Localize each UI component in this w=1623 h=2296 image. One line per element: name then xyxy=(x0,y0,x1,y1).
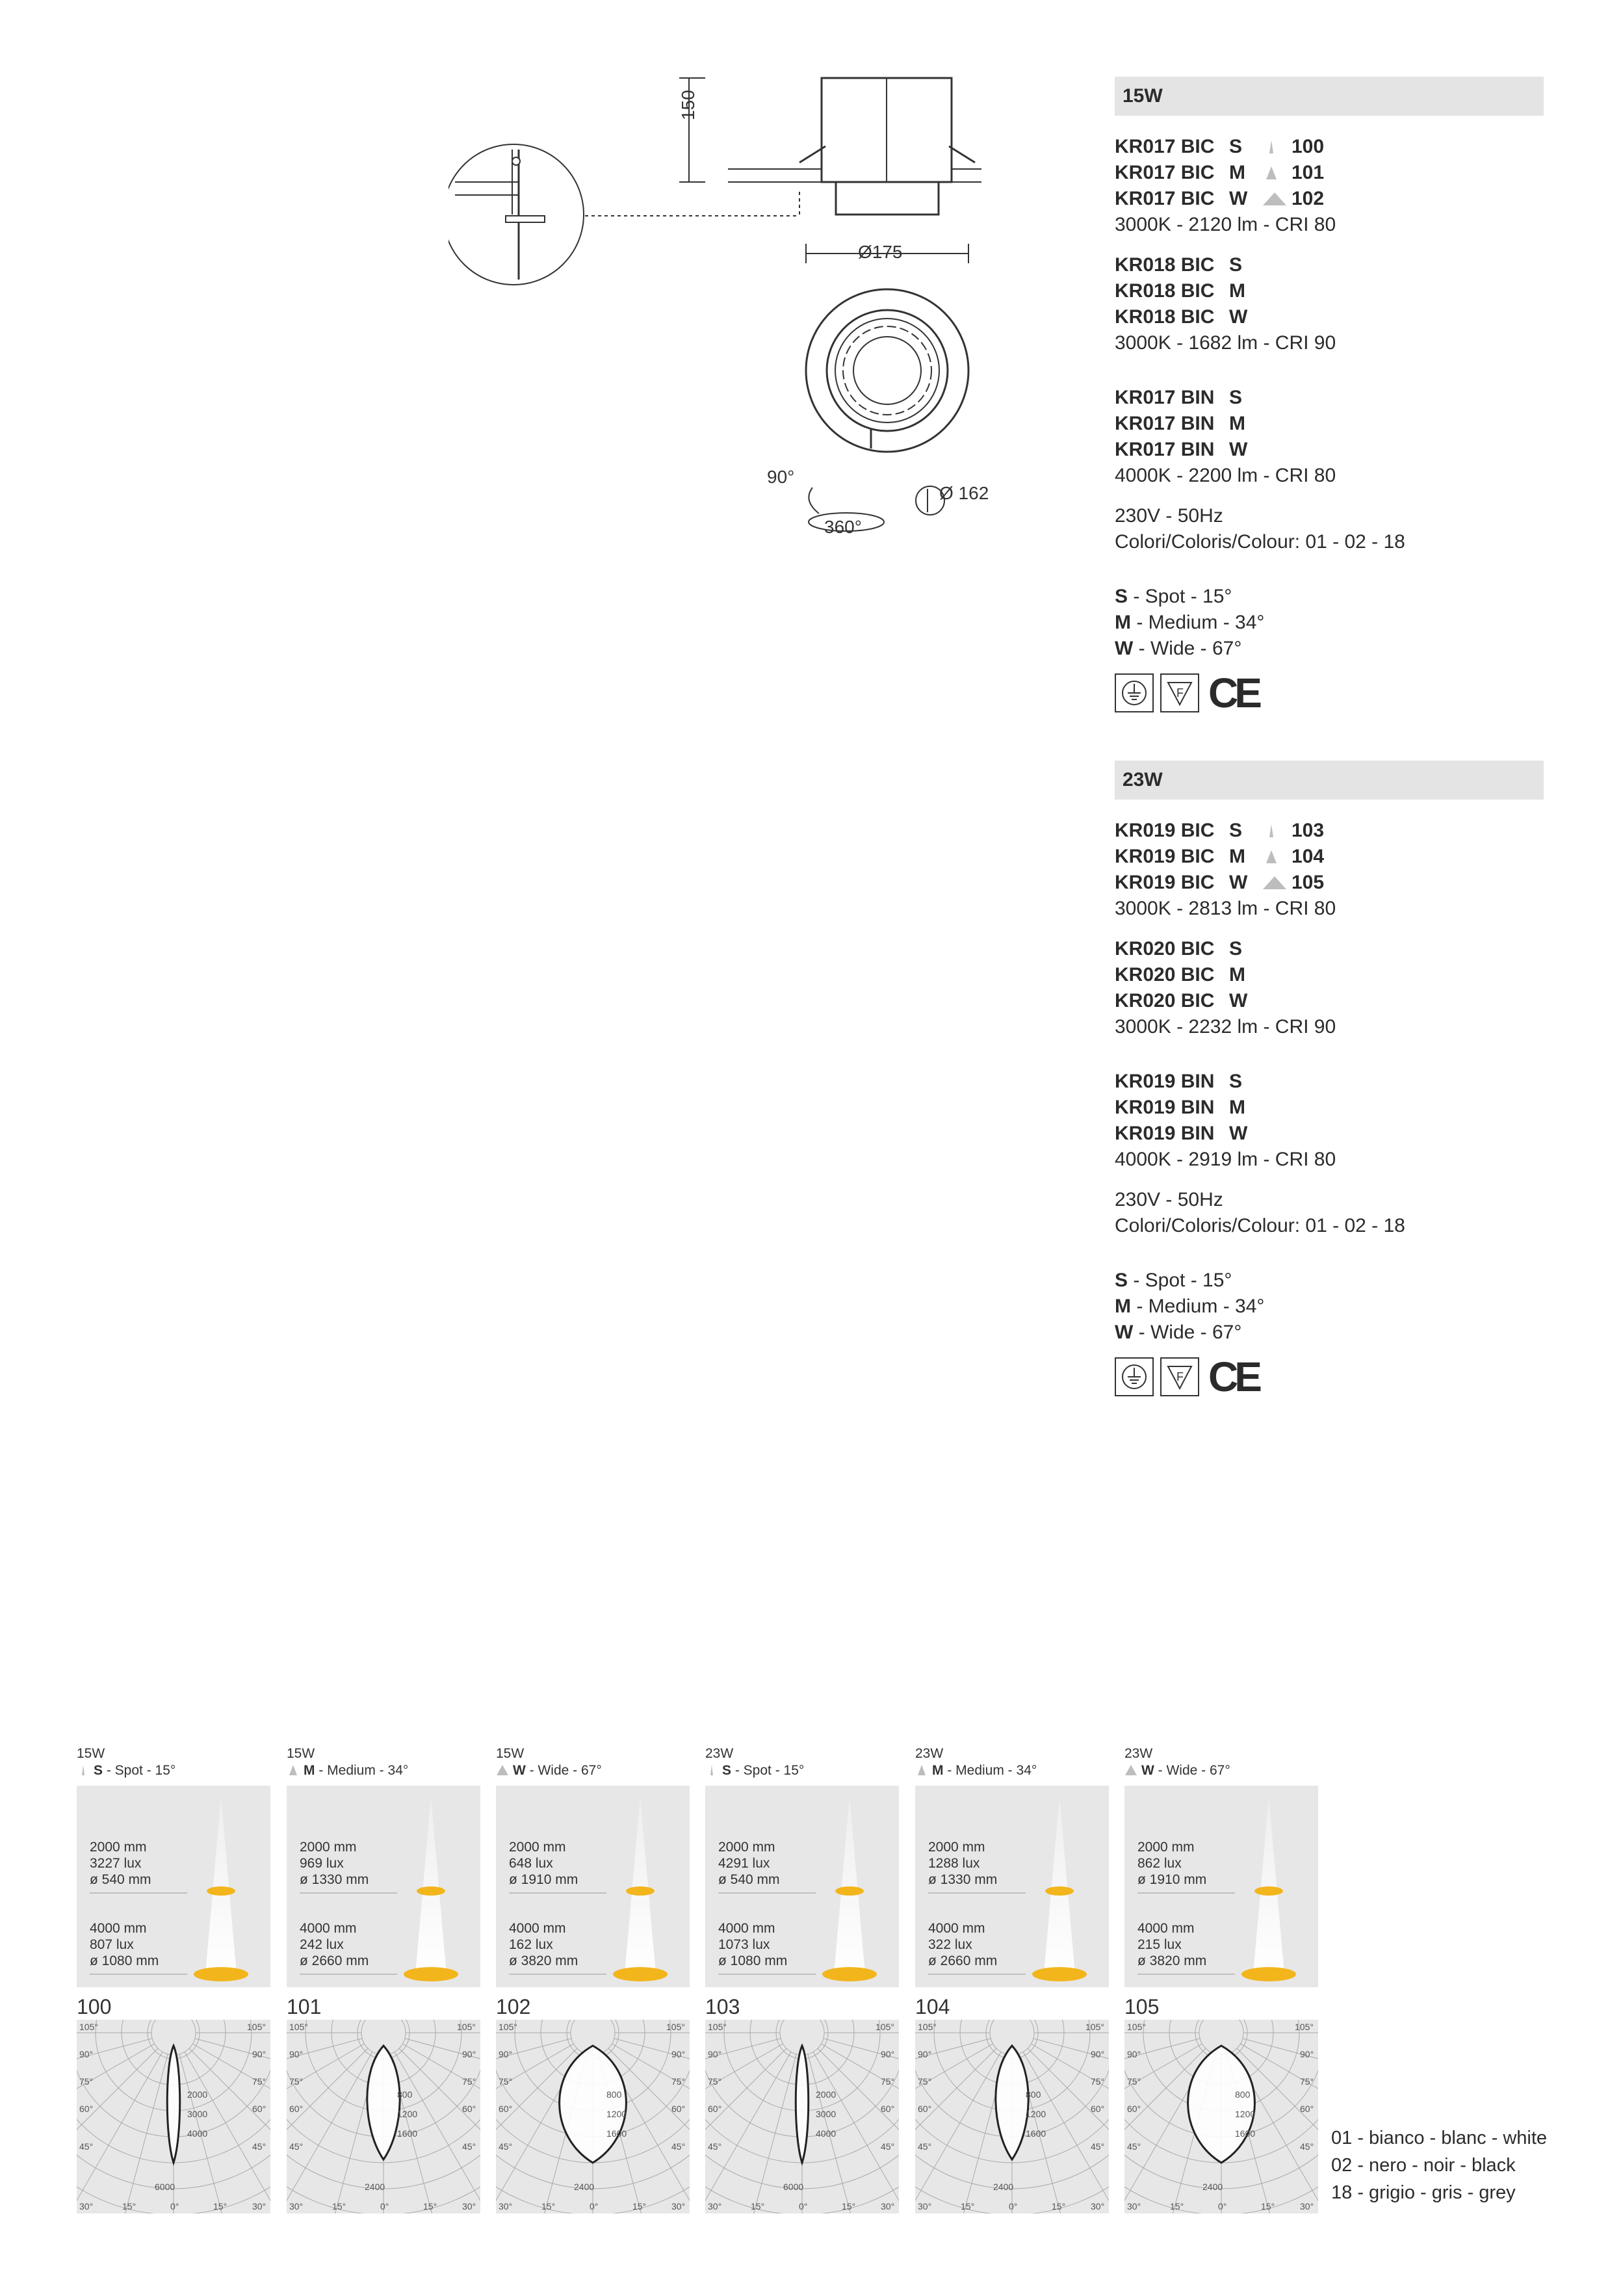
certifications xyxy=(1115,670,1544,716)
model-row: KR017 BIC S 100 xyxy=(1115,136,1325,157)
model-row: KR018 BIC M xyxy=(1115,280,1245,302)
polar-angle-label: 45° xyxy=(289,2141,304,2152)
spec-line: 4000K - 2919 lm - CRI 80 xyxy=(1115,1149,1336,1170)
model-row: KR019 BIC S 103 xyxy=(1115,820,1325,841)
panel-power: 15W xyxy=(496,1746,525,1761)
distance-near: 2000 mm 4291 lux ø 540 mm xyxy=(718,1840,780,1887)
legend-item: 18 - grigio - gris - grey xyxy=(1331,2182,1516,2203)
power-band: 15W xyxy=(1115,77,1544,116)
polar-angle-label: 105° xyxy=(289,2022,308,2032)
polar-angle-label: 90° xyxy=(499,2049,513,2059)
polar-angle-label: 90° xyxy=(79,2049,94,2059)
polar-scale-label: 6000 xyxy=(155,2182,175,2192)
distance-far: 4000 mm 162 lux ø 3820 mm xyxy=(509,1921,578,1968)
f-mark-icon xyxy=(1160,673,1199,712)
polar-angle-label: 0° xyxy=(799,2201,808,2211)
polar-angle-label: 60° xyxy=(671,2104,686,2114)
photometry-id: 105 xyxy=(1124,1995,1160,2018)
height-dimension-label: 150 xyxy=(678,90,698,120)
polar-angle-label: 30° xyxy=(1300,2201,1314,2211)
polar-angle-label: 60° xyxy=(1091,2104,1105,2114)
polar-angle-label: 60° xyxy=(1300,2104,1314,2114)
polar-angle-label: 45° xyxy=(79,2141,94,2152)
polar-angle-label: 30° xyxy=(918,2201,932,2211)
polar-angle-label: 45° xyxy=(499,2141,513,2152)
polar-angle-label: 105° xyxy=(666,2022,685,2032)
beam-triangle-icon xyxy=(77,1764,90,1777)
polar-diagram xyxy=(1124,2020,1318,2213)
polar-scale-label: 800 xyxy=(606,2089,622,2100)
panel-power: 23W xyxy=(705,1746,734,1761)
medium-triangle-icon xyxy=(1262,165,1281,181)
polar-angle-label: 15° xyxy=(122,2201,136,2211)
polar-angle-label: 60° xyxy=(708,2104,722,2114)
polar-angle-label: 45° xyxy=(671,2141,686,2152)
polar-angle-label: 75° xyxy=(1091,2076,1105,2087)
polar-scale-label: 4000 xyxy=(187,2128,208,2139)
polar-scale-label: 800 xyxy=(397,2089,413,2100)
polar-scale-label: 2400 xyxy=(365,2182,385,2192)
polar-angle-label: 105° xyxy=(876,2022,894,2032)
polar-angle-label: 90° xyxy=(671,2049,686,2059)
legend-item: 01 - bianco - blanc - white xyxy=(1331,2128,1548,2148)
polar-scale-label: 3000 xyxy=(187,2109,208,2119)
polar-angle-label: 60° xyxy=(1127,2104,1141,2114)
polar-angle-label: 75° xyxy=(671,2076,686,2087)
panel-power: 23W xyxy=(915,1746,944,1761)
polar-angle-label: 105° xyxy=(1085,2022,1104,2032)
model-row: KR019 BIN M xyxy=(1115,1097,1245,1118)
photometry-panel xyxy=(287,1745,480,2213)
polar-angle-label: 60° xyxy=(499,2104,513,2114)
polar-angle-label: 15° xyxy=(332,2201,346,2211)
polar-angle-label: 60° xyxy=(252,2104,266,2114)
polar-angle-label: 45° xyxy=(918,2141,932,2152)
photometry-id: 102 xyxy=(496,1995,531,2018)
cone-diagram xyxy=(705,1786,899,1987)
polar-angle-label: 90° xyxy=(1127,2049,1141,2059)
polar-diagram xyxy=(287,2020,480,2213)
polar-angle-label: 90° xyxy=(462,2049,476,2059)
earth-class-icon xyxy=(1115,1357,1154,1396)
polar-angle-label: 15° xyxy=(541,2201,556,2211)
polar-angle-label: 30° xyxy=(708,2201,722,2211)
distance-near: 2000 mm 862 lux ø 1910 mm xyxy=(1137,1840,1207,1887)
polar-angle-label: 105° xyxy=(247,2022,266,2032)
polar-angle-label: 45° xyxy=(1127,2141,1141,2152)
spec-line: 3000K - 2120 lm - CRI 80 xyxy=(1115,214,1336,235)
cutout-label: Ø 162 xyxy=(939,483,989,503)
ce-mark-icon: CE xyxy=(1208,670,1258,716)
spec-group-23w xyxy=(1115,761,1544,1400)
polar-angle-label: 60° xyxy=(79,2104,94,2114)
polar-angle-label: 15° xyxy=(1170,2201,1184,2211)
colours-line: Colori/Coloris/Colour: 01 - 02 - 18 xyxy=(1115,531,1405,553)
polar-angle-label: 45° xyxy=(1300,2141,1314,2152)
polar-scale-label: 800 xyxy=(1026,2089,1041,2100)
polar-angle-label: 75° xyxy=(462,2076,476,2087)
voltage-line: 230V - 50Hz xyxy=(1115,1189,1223,1210)
polar-scale-label: 3000 xyxy=(816,2109,837,2119)
polar-angle-label: 105° xyxy=(918,2022,937,2032)
f-mark-icon xyxy=(1160,1357,1199,1396)
polar-angle-label: 90° xyxy=(881,2049,895,2059)
polar-scale-label: 2000 xyxy=(816,2089,837,2100)
polar-angle-label: 0° xyxy=(590,2201,599,2211)
panel-beam: W - Wide - 67° xyxy=(1124,1762,1318,1779)
polar-angle-label: 105° xyxy=(79,2022,98,2032)
photometry-panel xyxy=(705,1745,899,2213)
spec-group-15w xyxy=(1115,77,1544,716)
svg-text:F: F xyxy=(1176,686,1184,699)
polar-angle-label: 15° xyxy=(423,2201,437,2211)
rotation-angle-label: 360° xyxy=(824,517,862,537)
polar-angle-label: 30° xyxy=(499,2201,513,2211)
polar-angle-label: 15° xyxy=(1052,2201,1066,2211)
model-row: KR019 BIN S xyxy=(1115,1071,1243,1092)
model-row: KR020 BIC S xyxy=(1115,938,1243,959)
polar-angle-label: 75° xyxy=(499,2076,513,2087)
distance-near: 2000 mm 969 lux ø 1330 mm xyxy=(300,1840,369,1887)
ce-mark-icon: CE xyxy=(1208,1353,1258,1400)
polar-angle-label: 30° xyxy=(289,2201,304,2211)
polar-scale-label: 1200 xyxy=(606,2109,627,2119)
photometry-id: 101 xyxy=(287,1995,322,2018)
polar-angle-label: 45° xyxy=(881,2141,895,2152)
beam-triangle-icon xyxy=(496,1764,509,1777)
polar-scale-label: 800 xyxy=(1235,2089,1251,2100)
panel-beam: M - Medium - 34° xyxy=(287,1762,480,1779)
panel-beam: W - Wide - 67° xyxy=(496,1762,690,1779)
polar-scale-label: 2400 xyxy=(574,2182,595,2192)
polar-angle-label: 0° xyxy=(1009,2201,1018,2211)
beam-triangle-icon xyxy=(1124,1764,1137,1777)
beam-triangle-icon xyxy=(915,1764,928,1777)
polar-scale-label: 1600 xyxy=(1026,2128,1046,2139)
polar-diagram xyxy=(496,2020,690,2213)
model-row: KR019 BIC W 105 xyxy=(1115,872,1325,893)
distance-far: 4000 mm 1073 lux ø 1080 mm xyxy=(718,1921,788,1968)
model-row: KR018 BIC W xyxy=(1115,306,1248,328)
polar-angle-label: 45° xyxy=(252,2141,266,2152)
photometry-id: 104 xyxy=(915,1995,950,2018)
model-row: KR017 BIN W xyxy=(1115,439,1248,460)
cone-diagram xyxy=(915,1786,1109,1987)
polar-angle-label: 105° xyxy=(1295,2022,1314,2032)
panel-beam: S - Spot - 15° xyxy=(705,1762,899,1779)
beam-triangle-icon xyxy=(287,1764,300,1777)
spec-line: 3000K - 2813 lm - CRI 80 xyxy=(1115,898,1336,919)
polar-angle-label: 15° xyxy=(213,2201,227,2211)
polar-diagram xyxy=(705,2020,899,2213)
spot-triangle-icon xyxy=(1262,139,1281,155)
polar-angle-label: 105° xyxy=(1127,2022,1146,2032)
polar-scale-label: 1600 xyxy=(1235,2128,1256,2139)
beam-triangle-icon xyxy=(705,1764,718,1777)
polar-angle-label: 60° xyxy=(881,2104,895,2114)
model-row: KR020 BIC M xyxy=(1115,964,1245,985)
photometry-panel xyxy=(77,1745,270,2213)
polar-angle-label: 45° xyxy=(708,2141,722,2152)
beam-line: W - Wide - 67° xyxy=(1115,1322,1242,1343)
technical-drawing xyxy=(448,65,981,559)
polar-angle-label: 30° xyxy=(462,2201,476,2211)
distance-far: 4000 mm 807 lux ø 1080 mm xyxy=(90,1921,159,1968)
earth-class-icon xyxy=(1115,673,1154,712)
colour-legend xyxy=(1331,2124,1547,2206)
polar-angle-label: 90° xyxy=(1091,2049,1105,2059)
distance-near: 2000 mm 1288 lux ø 1330 mm xyxy=(928,1840,998,1887)
polar-angle-label: 30° xyxy=(1091,2201,1105,2211)
polar-angle-label: 75° xyxy=(918,2076,932,2087)
model-row: KR017 BIN S xyxy=(1115,387,1243,408)
polar-angle-label: 60° xyxy=(918,2104,932,2114)
model-row: KR017 BIC W 102 xyxy=(1115,188,1325,209)
polar-angle-label: 90° xyxy=(252,2049,266,2059)
colours-line: Colori/Coloris/Colour: 01 - 02 - 18 xyxy=(1115,1215,1405,1236)
polar-angle-label: 0° xyxy=(170,2201,179,2211)
polar-diagram xyxy=(915,2020,1109,2213)
polar-angle-label: 75° xyxy=(708,2076,722,2087)
photometry-panel xyxy=(496,1745,690,2213)
spot-triangle-icon xyxy=(1262,823,1281,839)
polar-angle-label: 30° xyxy=(79,2201,94,2211)
polar-scale-label: 1200 xyxy=(397,2109,418,2119)
polar-angle-label: 30° xyxy=(671,2201,686,2211)
cone-diagram xyxy=(77,1786,270,1987)
polar-angle-label: 60° xyxy=(462,2104,476,2114)
power-band: 23W xyxy=(1115,761,1544,800)
spec-line: 4000K - 2200 lm - CRI 80 xyxy=(1115,465,1336,486)
polar-angle-label: 15° xyxy=(632,2201,647,2211)
polar-angle-label: 30° xyxy=(1127,2201,1141,2211)
panel-beam: M - Medium - 34° xyxy=(915,1762,1109,1779)
photometry-id: 100 xyxy=(77,1995,112,2018)
polar-angle-label: 60° xyxy=(289,2104,304,2114)
polar-angle-label: 0° xyxy=(1218,2201,1227,2211)
svg-text:F: F xyxy=(1176,1370,1184,1383)
polar-angle-label: 75° xyxy=(289,2076,304,2087)
polar-angle-label: 75° xyxy=(1127,2076,1141,2087)
polar-angle-label: 30° xyxy=(881,2201,895,2211)
spec-line: 3000K - 2232 lm - CRI 90 xyxy=(1115,1016,1336,1037)
polar-angle-label: 90° xyxy=(918,2049,932,2059)
panel-power: 15W xyxy=(77,1746,105,1761)
distance-far: 4000 mm 242 lux ø 2660 mm xyxy=(300,1921,369,1968)
polar-angle-label: 15° xyxy=(751,2201,765,2211)
certifications xyxy=(1115,1353,1544,1400)
polar-angle-label: 75° xyxy=(79,2076,94,2087)
polar-diagram xyxy=(77,2020,270,2213)
polar-angle-label: 90° xyxy=(1300,2049,1314,2059)
photometry-panel xyxy=(1124,1745,1318,2213)
polar-scale-label: 2000 xyxy=(187,2089,208,2100)
model-row: KR017 BIN M xyxy=(1115,413,1245,434)
polar-angle-label: 90° xyxy=(289,2049,304,2059)
legend-item: 02 - nero - noir - black xyxy=(1331,2155,1516,2176)
polar-angle-label: 15° xyxy=(961,2201,975,2211)
wide-triangle-icon xyxy=(1262,875,1288,891)
beam-line: S - Spot - 15° xyxy=(1115,586,1232,607)
polar-angle-label: 75° xyxy=(881,2076,895,2087)
model-row: KR020 BIC W xyxy=(1115,990,1248,1011)
polar-angle-label: 45° xyxy=(462,2141,476,2152)
polar-angle-label: 45° xyxy=(1091,2141,1105,2152)
polar-scale-label: 2400 xyxy=(1202,2182,1223,2192)
diameter-dimension-label: Ø175 xyxy=(858,242,903,262)
polar-angle-label: 0° xyxy=(380,2201,389,2211)
spec-line: 3000K - 1682 lm - CRI 90 xyxy=(1115,332,1336,354)
photometry-id: 103 xyxy=(705,1995,740,2018)
distance-near: 2000 mm 648 lux ø 1910 mm xyxy=(509,1840,578,1887)
polar-angle-label: 15° xyxy=(1261,2201,1275,2211)
polar-scale-label: 1600 xyxy=(397,2128,418,2139)
polar-angle-label: 30° xyxy=(252,2201,266,2211)
polar-scale-label: 1600 xyxy=(606,2128,627,2139)
model-row: KR019 BIC M 104 xyxy=(1115,846,1325,867)
wide-triangle-icon xyxy=(1262,191,1288,207)
polar-angle-label: 105° xyxy=(457,2022,476,2032)
beam-line: M - Medium - 34° xyxy=(1115,1296,1265,1317)
distance-near: 2000 mm 3227 lux ø 540 mm xyxy=(90,1840,151,1887)
panel-power: 15W xyxy=(287,1746,315,1761)
polar-angle-label: 15° xyxy=(842,2201,856,2211)
polar-angle-label: 105° xyxy=(499,2022,517,2032)
polar-scale-label: 1200 xyxy=(1026,2109,1046,2119)
polar-angle-label: 90° xyxy=(708,2049,722,2059)
beam-line: M - Medium - 34° xyxy=(1115,612,1265,633)
beam-line: W - Wide - 67° xyxy=(1115,638,1242,659)
model-row: KR019 BIN W xyxy=(1115,1123,1248,1144)
beam-line: S - Spot - 15° xyxy=(1115,1270,1232,1291)
polar-angle-label: 75° xyxy=(252,2076,266,2087)
model-row: KR017 BIC M 101 xyxy=(1115,162,1325,183)
panel-beam: S - Spot - 15° xyxy=(77,1762,270,1779)
photometry-panel xyxy=(915,1745,1109,2213)
panel-power: 23W xyxy=(1124,1746,1153,1761)
voltage-line: 230V - 50Hz xyxy=(1115,505,1223,527)
cone-diagram xyxy=(1124,1786,1318,1987)
polar-scale-label: 2400 xyxy=(993,2182,1014,2192)
distance-far: 4000 mm 322 lux ø 2660 mm xyxy=(928,1921,998,1968)
cone-diagram xyxy=(287,1786,480,1987)
distance-far: 4000 mm 215 lux ø 3820 mm xyxy=(1137,1921,1207,1968)
model-row: KR018 BIC S xyxy=(1115,254,1243,276)
polar-scale-label: 6000 xyxy=(783,2182,804,2192)
polar-angle-label: 75° xyxy=(1300,2076,1314,2087)
polar-scale-label: 4000 xyxy=(816,2128,837,2139)
polar-angle-label: 105° xyxy=(708,2022,727,2032)
polar-scale-label: 1200 xyxy=(1235,2109,1256,2119)
tilt-angle-label: 90° xyxy=(767,467,795,487)
cone-diagram xyxy=(496,1786,690,1987)
medium-triangle-icon xyxy=(1262,849,1281,865)
